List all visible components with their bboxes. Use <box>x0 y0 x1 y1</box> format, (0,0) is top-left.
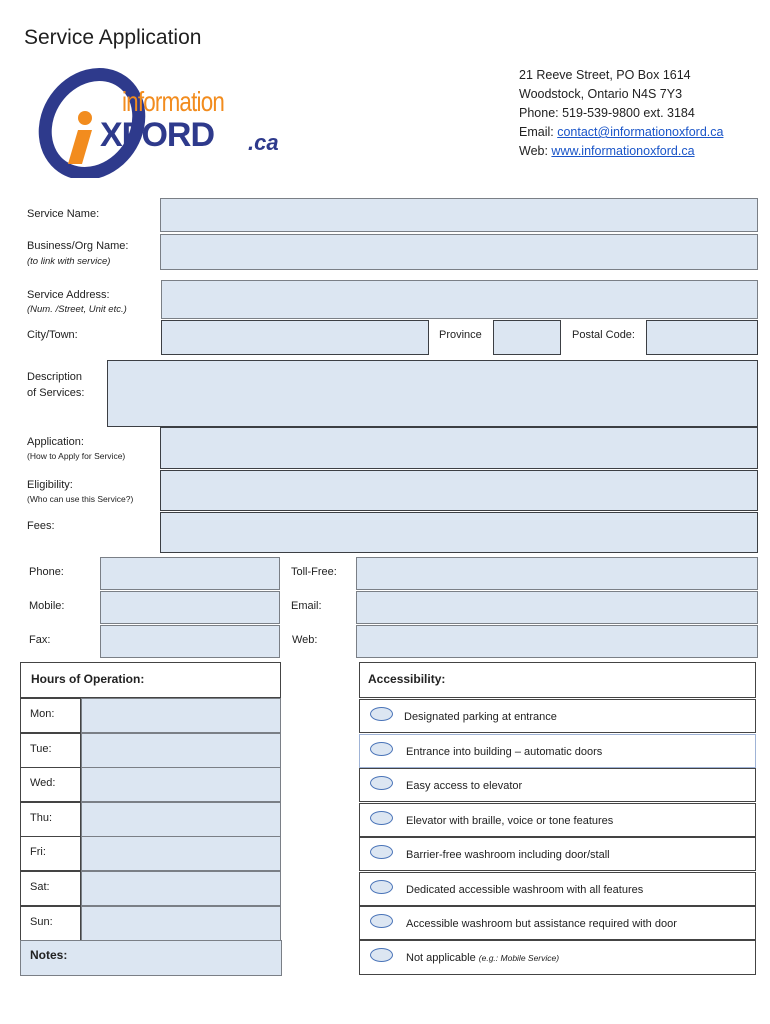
tollfree-label: Toll-Free: <box>291 566 337 578</box>
logo-text-oxford: XFORD <box>100 116 214 154</box>
eligibility-label: Eligibility: <box>27 479 73 491</box>
accessibility-option-label <box>406 746 602 758</box>
accessibility-header: Accessibility: <box>368 672 446 686</box>
tollfree-field[interactable] <box>356 557 758 590</box>
accessibility-option-text: Accessible washroom but assistance required with door <box>406 918 677 930</box>
email-label: Email: <box>519 125 558 139</box>
address-line-2: Woodstock, Ontario N4S 7Y3 <box>519 87 683 101</box>
mobile-label: Mobile: <box>29 600 65 612</box>
service-address-hint: (Num. /Street, Unit etc.) <box>27 304 127 315</box>
accessibility-option-text: Easy access to elevator <box>406 780 523 792</box>
accessibility-header-box <box>359 662 756 698</box>
accessibility-option-label <box>406 952 559 964</box>
email-field-label: Email: <box>291 600 322 612</box>
logo-text-ca: .ca <box>248 130 279 155</box>
accessibility-option-text: Barrier-free washroom including door/stall <box>406 849 610 861</box>
accessibility-option-label <box>406 849 610 861</box>
address-web-row <box>519 142 723 161</box>
accessibility-radio[interactable] <box>370 948 393 962</box>
fees-field[interactable] <box>160 512 758 553</box>
application-field[interactable] <box>160 427 758 469</box>
description-label-line1: Description <box>27 371 83 383</box>
email-link[interactable]: contact@informationoxford.ca <box>557 125 724 139</box>
accessibility-option-row <box>359 803 756 837</box>
accessibility-radio[interactable] <box>370 776 393 790</box>
accessibility-option-row <box>359 734 756 768</box>
contact-address-block <box>519 66 723 161</box>
accessibility-option-row <box>359 906 756 940</box>
fees-label: Fees: <box>27 520 55 532</box>
page-title: Service Application <box>24 26 202 49</box>
accessibility-radio[interactable] <box>370 914 393 928</box>
hours-day-row <box>20 767 81 802</box>
phone-label: Phone: <box>29 566 64 578</box>
province-field[interactable] <box>493 320 561 355</box>
postal-code-label: Postal Code: <box>572 329 635 341</box>
address-email-row <box>519 123 723 142</box>
hours-day-field[interactable] <box>81 906 281 941</box>
accessibility-radio[interactable] <box>370 880 393 894</box>
hours-day-field[interactable] <box>81 802 281 837</box>
accessibility-option-text: Entrance into building – automatic doors <box>406 746 603 758</box>
hours-day-label: Fri: <box>30 846 46 858</box>
notes-field[interactable] <box>20 940 282 976</box>
postal-code-field[interactable] <box>646 320 758 355</box>
service-name-field[interactable] <box>160 198 758 232</box>
web-field[interactable] <box>356 625 758 658</box>
fax-label: Fax: <box>29 634 51 646</box>
accessibility-radio[interactable] <box>370 742 393 756</box>
service-address-label: Service Address: <box>27 289 110 301</box>
hours-day-field[interactable] <box>81 836 281 871</box>
hours-day-field[interactable] <box>81 871 281 906</box>
accessibility-option-label <box>404 711 557 723</box>
application-label: Application: <box>27 436 84 448</box>
accessibility-option-row <box>359 768 756 802</box>
hours-day-label: Sat: <box>30 881 50 893</box>
mobile-field[interactable] <box>100 591 280 624</box>
hours-day-field[interactable] <box>81 767 281 802</box>
accessibility-option-text: Not applicable <box>406 952 476 964</box>
hours-day-row <box>20 733 81 768</box>
hours-day-row <box>20 802 81 837</box>
business-org-hint: (to link with service) <box>27 256 111 267</box>
accessibility-radio[interactable] <box>370 811 393 825</box>
accessibility-option-note: (e.g.: Mobile Service) <box>478 953 560 963</box>
accessibility-option-row <box>359 940 756 975</box>
hours-day-row <box>20 906 81 941</box>
province-label: Province <box>439 329 482 341</box>
logo-text-information: information <box>122 86 225 117</box>
hours-day-field[interactable] <box>81 733 281 768</box>
hours-header-box <box>20 662 281 698</box>
accessibility-option-label <box>406 815 613 827</box>
hours-day-row <box>20 836 81 871</box>
description-field[interactable] <box>107 360 758 427</box>
information-oxford-logo <box>30 66 295 178</box>
email-field[interactable] <box>356 591 758 624</box>
hours-day-label: Thu: <box>30 812 53 824</box>
hours-day-field[interactable] <box>81 698 281 733</box>
web-link[interactable]: www.informationoxford.ca <box>551 144 695 158</box>
address-phone: Phone: 519-539-9800 ext. 3184 <box>519 106 695 120</box>
web-field-label: Web: <box>292 634 318 646</box>
hours-day-label: Wed: <box>30 777 56 789</box>
business-org-label: Business/Org Name: <box>27 240 129 252</box>
accessibility-option-row <box>359 872 756 906</box>
city-label: City/Town: <box>27 329 78 341</box>
city-field[interactable] <box>161 320 429 355</box>
eligibility-hint: (Who can use this Service?) <box>27 494 134 504</box>
accessibility-option-label <box>406 780 522 792</box>
eligibility-field[interactable] <box>160 470 758 511</box>
notes-label: Notes: <box>30 948 68 962</box>
web-label: Web: <box>519 144 552 158</box>
hours-day-row <box>20 871 81 906</box>
hours-day-label: Tue: <box>30 743 52 755</box>
hours-day-label: Mon: <box>30 708 55 720</box>
hours-header: Hours of Operation: <box>31 672 145 686</box>
business-org-field[interactable] <box>160 234 758 270</box>
description-label-line2: of Services: <box>27 387 85 399</box>
accessibility-option-text: Dedicated accessible washroom with all features <box>406 884 644 896</box>
accessibility-option-row <box>359 699 756 733</box>
hours-day-label: Sun: <box>30 916 53 928</box>
accessibility-radio[interactable] <box>370 707 393 721</box>
accessibility-option-label <box>406 918 677 930</box>
service-address-field[interactable] <box>161 280 758 319</box>
hours-day-row <box>20 698 81 733</box>
phone-field[interactable] <box>100 557 280 590</box>
fax-field[interactable] <box>100 625 280 658</box>
service-name-label: Service Name: <box>27 208 100 220</box>
accessibility-radio[interactable] <box>370 845 393 859</box>
application-hint: (How to Apply for Service) <box>27 451 126 461</box>
address-line-1: 21 Reeve Street, PO Box 1614 <box>519 68 691 82</box>
accessibility-option-label <box>406 884 643 896</box>
accessibility-option-text: Elevator with braille, voice or tone features <box>406 815 614 827</box>
accessibility-option-text: Designated parking at entrance <box>404 711 557 723</box>
accessibility-option-row <box>359 837 756 871</box>
